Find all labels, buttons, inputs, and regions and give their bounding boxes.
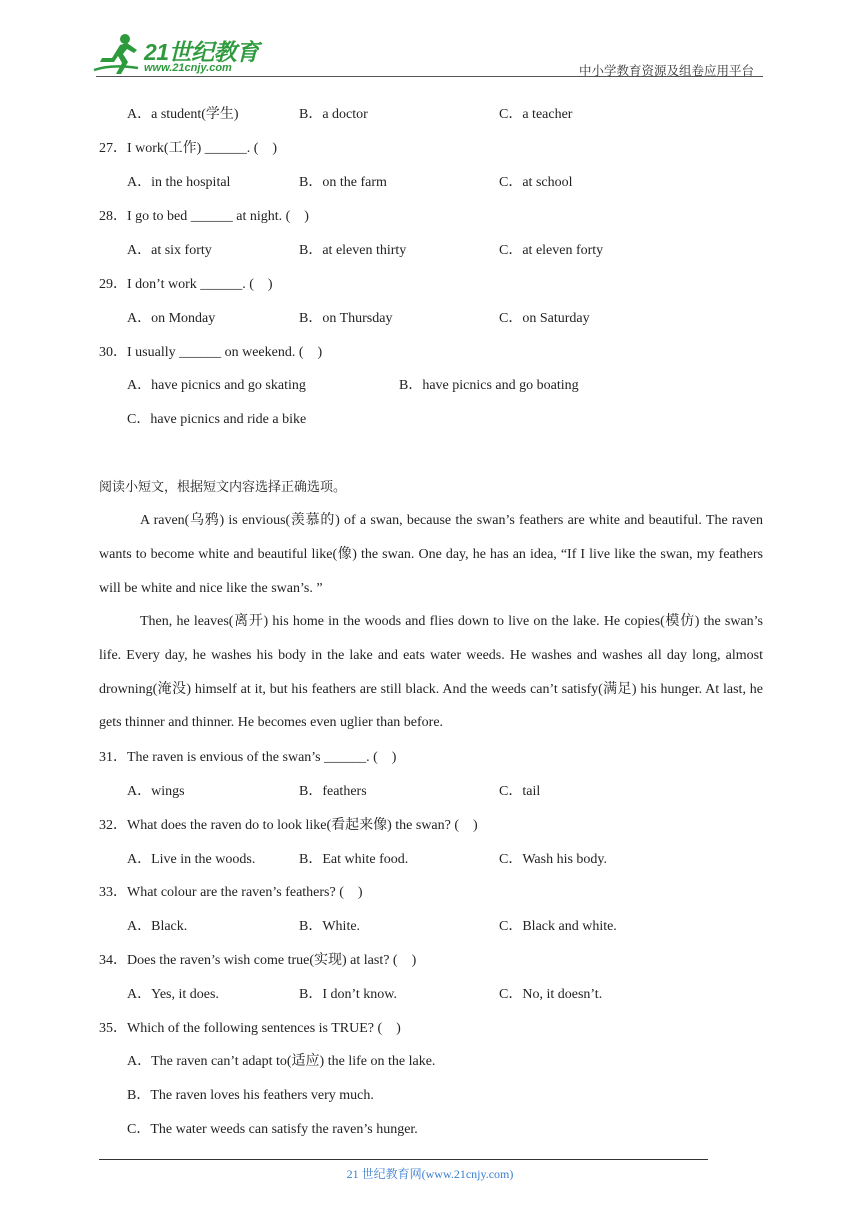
logo-url: www.21cnjy.com xyxy=(144,62,232,74)
q31-option-a: A．wings xyxy=(127,784,185,799)
header-divider xyxy=(96,76,763,77)
q34-option-a: A．Yes, it does. xyxy=(127,987,219,1002)
question-stem: I usually ______ on weekend. ( ) xyxy=(127,345,323,360)
question-number: 29． xyxy=(99,277,127,292)
q31-option-c: C．tail xyxy=(499,784,541,799)
question-34 xyxy=(99,952,416,970)
question-35 xyxy=(99,1020,401,1038)
question-29 xyxy=(99,276,273,294)
question-stem: What colour are the raven’s feathers? ( ) xyxy=(127,885,363,900)
question-number: 35． xyxy=(99,1021,127,1036)
q32-option-b: B．Eat white food. xyxy=(299,852,409,867)
question-number: 33． xyxy=(99,885,127,900)
q35-option-b: B．The raven loves his feathers very much. xyxy=(127,1088,374,1103)
question-28 xyxy=(99,208,309,226)
paragraph-text: A raven(乌鸦) is envious(羡慕的) of a swan, because the swan’s feathers are white and beautiful. The raven wants to become white and beautiful like(像) the swan. One day, he has an idea, “If I live like the swan, my feathers will be white and nice like the swan’s. ” xyxy=(99,513,763,596)
q33-option-a: A．Black. xyxy=(127,919,188,934)
q33-option-c: C．Black and white. xyxy=(499,919,617,934)
question-33 xyxy=(99,884,363,902)
question-stem: What does the raven do to look like(看起来像) the swan? ( ) xyxy=(127,818,478,833)
q29-option-b: B．on Thursday xyxy=(299,311,393,326)
q28-option-a: A．at six forty xyxy=(127,243,212,258)
q27-option-a: A．in the hospital xyxy=(127,175,231,190)
question-stem: I go to bed ______ at night. ( ) xyxy=(127,209,309,224)
reading-instruction: 阅读小短文，根据短文内容选择正确选项。 xyxy=(99,480,347,495)
q26-option-a: A．a student(学生) xyxy=(127,107,239,122)
q32-option-c: C．Wash his body. xyxy=(499,852,608,867)
q31-option-b: B．feathers xyxy=(299,784,367,799)
question-stem: The raven is envious of the swan’s ______. ( ) xyxy=(127,750,397,765)
q27-option-c: C．at school xyxy=(499,175,573,190)
q35-option-c: C．The water weeds can satisfy the raven’s hunger. xyxy=(127,1122,418,1137)
q26-option-c: C．a teacher xyxy=(499,107,573,122)
question-stem: Does the raven’s wish come true(实现) at last? ( ) xyxy=(127,953,417,968)
question-32 xyxy=(99,817,478,835)
question-number: 32． xyxy=(99,818,127,833)
q30-option-c: C．have picnics and ride a bike xyxy=(127,412,307,427)
q27-option-b: B．on the farm xyxy=(299,175,387,190)
reading-paragraph-2 xyxy=(99,605,763,740)
q28-option-c: C．at eleven forty xyxy=(499,243,604,258)
footer-divider xyxy=(99,1159,708,1160)
question-31 xyxy=(99,749,396,767)
paragraph-text: Then, he leaves(离开) his home in the woods and flies down to live on the lake. He copies(模仿) the swan’s life. Every day, he washes his body in the lake and eats water weeds. He washes and washes all day long, almost drowning(淹没) himself at it, but his feathers are still black. And the weeds can’t satisfy(满足) his hunger. At last, he gets thinner and thinner. He becomes even uglier than before. xyxy=(99,614,763,731)
site-logo xyxy=(92,32,267,80)
question-number: 30． xyxy=(99,345,127,360)
footer-text: 21 世纪教育网(www.21cnjy.com) xyxy=(346,1167,514,1181)
question-number: 28． xyxy=(99,209,127,224)
question-number: 34． xyxy=(99,953,127,968)
q30-option-b: B．have picnics and go boating xyxy=(399,378,579,393)
reading-paragraph-1 xyxy=(99,504,763,605)
runner-logo-icon xyxy=(92,32,142,78)
question-number: 27． xyxy=(99,141,127,156)
question-number: 31． xyxy=(99,750,127,765)
question-stem: I don’t work ______. ( ) xyxy=(127,277,273,292)
q29-option-a: A．on Monday xyxy=(127,311,216,326)
header-platform-title: 中小学教育资源及组卷应用平台 xyxy=(578,63,754,78)
q35-option-a: A．The raven can’t adapt to(适应) the life on the lake. xyxy=(127,1054,436,1069)
q33-option-b: B．White. xyxy=(299,919,361,934)
q29-option-c: C．on Saturday xyxy=(499,311,590,326)
q26-option-b: B．a doctor xyxy=(299,107,368,122)
q32-option-a: A．Live in the woods. xyxy=(127,852,256,867)
question-stem: I work(工作) ______. ( ) xyxy=(127,141,278,156)
q34-option-b: B．I don’t know. xyxy=(299,987,397,1002)
logo-text: 21世纪教育 xyxy=(144,39,259,65)
question-stem: Which of the following sentences is TRUE? ( ) xyxy=(127,1021,401,1036)
q28-option-b: B．at eleven thirty xyxy=(299,243,407,258)
q30-option-a: A．have picnics and go skating xyxy=(127,378,306,393)
question-30 xyxy=(99,344,322,362)
question-27 xyxy=(99,140,277,158)
q34-option-c: C．No, it doesn’t. xyxy=(499,987,603,1002)
